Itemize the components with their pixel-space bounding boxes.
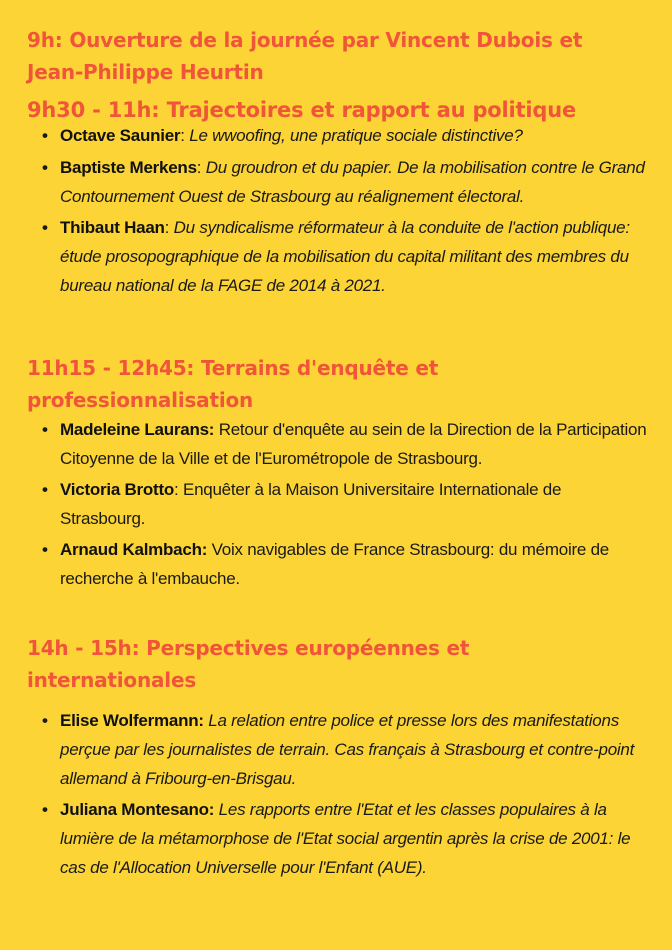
- speaker-name: Elise Wolfermann:: [60, 711, 204, 730]
- talk-item: [40, 535, 650, 593]
- session-3-heading-line-2: internationales: [27, 668, 197, 692]
- session-3-heading-line-1: 14h - 15h: Perspectives européennes et: [27, 636, 470, 660]
- speaker-name: Baptiste Merkens: [60, 158, 197, 177]
- bullet-icon: •: [42, 540, 48, 559]
- separator: :: [180, 126, 185, 145]
- opening-heading-line-1: 9h: Ouverture de la journée par Vincent Dubois et: [27, 28, 583, 52]
- bullet-icon: •: [42, 218, 48, 237]
- session-1-heading: 9h30 - 11h: Trajectoires et rapport au politique: [27, 98, 576, 122]
- talk-title: Du syndicalisme réformateur à la conduite de l'action publique: étude prosopographique de la mobilisation du capital militant des membres du bureau national de la FAGE de 2014 à 2021.: [60, 218, 630, 295]
- talk-title: Voix navigables de France Strasbourg: du mémoire de recherche à l'embauche.: [60, 540, 609, 588]
- talk-item: [40, 795, 650, 882]
- talk-title: Le wwoofing, une pratique sociale distinctive?: [189, 126, 523, 145]
- separator: :: [174, 480, 179, 499]
- talk-title: Enquêter à la Maison Universitaire Internationale de Strasbourg.: [60, 480, 562, 528]
- talk-item: [40, 475, 650, 533]
- talk-item: [40, 213, 650, 300]
- session-2-heading: [27, 352, 438, 416]
- speaker-name: Arnaud Kalmbach:: [60, 540, 208, 559]
- opening-heading-line-2: Jean-Philippe Heurtin: [27, 60, 264, 84]
- bullet-icon: •: [42, 711, 48, 730]
- speaker-name: Juliana Montesano:: [60, 800, 215, 819]
- session-2-heading-line-2: professionnalisation: [27, 388, 254, 412]
- separator: :: [196, 158, 202, 177]
- talk-item: [40, 706, 650, 793]
- speaker-name: Thibaut Haan: [60, 218, 165, 237]
- talk-title: Du groudron et du papier. De la mobilisation contre le Grand Contournement Ouest de Strasbourg au réalignement électoral.: [60, 158, 645, 206]
- bullet-icon: •: [42, 800, 48, 819]
- talk-title: Les rapports entre l'Etat et les classes populaires à la lumière de la métamorphose de l'Etat social argentin après la crise de 2001: le cas de l'Allocation Universelle pour l'Enfant (AUE).: [60, 800, 631, 877]
- speaker-name: Madeleine Laurans:: [60, 420, 215, 439]
- bullet-icon: •: [42, 480, 48, 499]
- separator: :: [164, 218, 170, 237]
- talk-item: [40, 415, 650, 473]
- session-1-talk-list: [40, 121, 650, 300]
- speaker-name: Octave Saunier: [60, 126, 181, 145]
- bullet-icon: •: [42, 158, 48, 177]
- opening-heading: [27, 24, 582, 88]
- talk-item: [40, 121, 650, 150]
- session-2-heading-line-1: 11h15 - 12h45: Terrains d'enquête et: [27, 356, 439, 380]
- bullet-icon: •: [42, 420, 48, 439]
- session-3-heading: [27, 632, 469, 696]
- talk-title: Retour d'enquête au sein de la Direction de la Participation Citoyenne de la Ville et de l'Eurométropole de Strasbourg.: [60, 420, 647, 468]
- talk-item: [40, 153, 650, 211]
- session-3-talk-list: [40, 706, 650, 882]
- session-2-talk-list: [40, 415, 650, 593]
- speaker-name: Victoria Brotto: [60, 480, 175, 499]
- talk-title: La relation entre police et presse lors des manifestations perçue par les journalistes de terrain. Cas français à Strasbourg et contre-point allemand à Fribourg-en-Brisgau.: [60, 711, 635, 788]
- bullet-icon: •: [42, 126, 48, 145]
